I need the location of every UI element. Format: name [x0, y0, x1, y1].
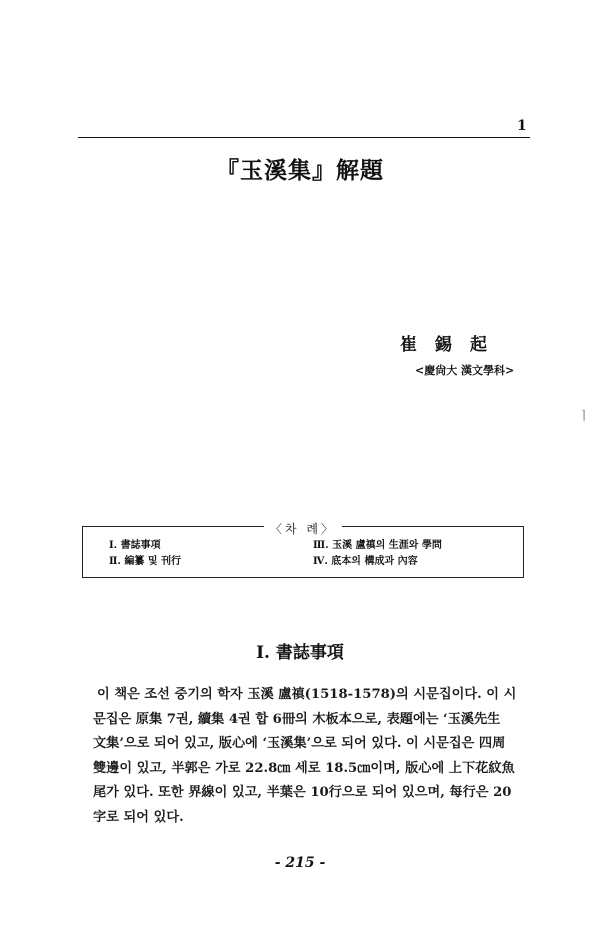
- chapter-number: 1: [517, 118, 527, 134]
- toc-item-3: Ⅲ. 玉溪 盧禛의 生涯와 學問: [313, 540, 442, 551]
- body-paragraph: [93, 683, 525, 830]
- body-line: 이 책은 조선 중기의 학자 玉溪 盧禛(1518-1578)의 시문집이다. 이 시: [97, 687, 517, 702]
- toc-heading: 〈차 례〉: [264, 522, 342, 536]
- body-line: 尾가 있다. 또한 界線이 있고, 半葉은 10行으로 되어 있으며, 每行은 20: [93, 785, 512, 800]
- page-number: - 215 -: [274, 855, 326, 871]
- author-name: 崔錫起: [400, 335, 505, 355]
- toc-item-2: Ⅱ. 編纂 및 刊行: [109, 556, 182, 567]
- section-heading: Ⅰ. 書誌事項: [256, 643, 344, 663]
- table-of-contents: [82, 522, 524, 578]
- body-line: 雙邊이 있고, 半郭은 가로 22.8㎝ 세로 18.5㎝이며, 版心에 上下花紋魚: [93, 760, 515, 776]
- toc-item-4: Ⅳ. 底本의 構成과 內容: [313, 556, 418, 567]
- body-line: 文集’으로 되어 있고, 版心에 ‘玉溪集’으로 되어 있다. 이 시문집은 四周: [93, 736, 506, 751]
- body-line: 字로 되어 있다.: [93, 809, 184, 825]
- body-line: 문집은 原集 7권, 續集 4권 합 6冊의 木板本으로, 表題에는 ‘玉溪先生: [93, 711, 501, 727]
- scan-margin-mark: ⌉: [581, 408, 586, 422]
- author-affiliation: <慶尙大 漢文學科>: [415, 364, 515, 377]
- header-rule: [78, 137, 530, 138]
- page-title: 『玉溪集』解題: [216, 157, 384, 184]
- toc-item-1: Ⅰ. 書誌事項: [109, 540, 161, 551]
